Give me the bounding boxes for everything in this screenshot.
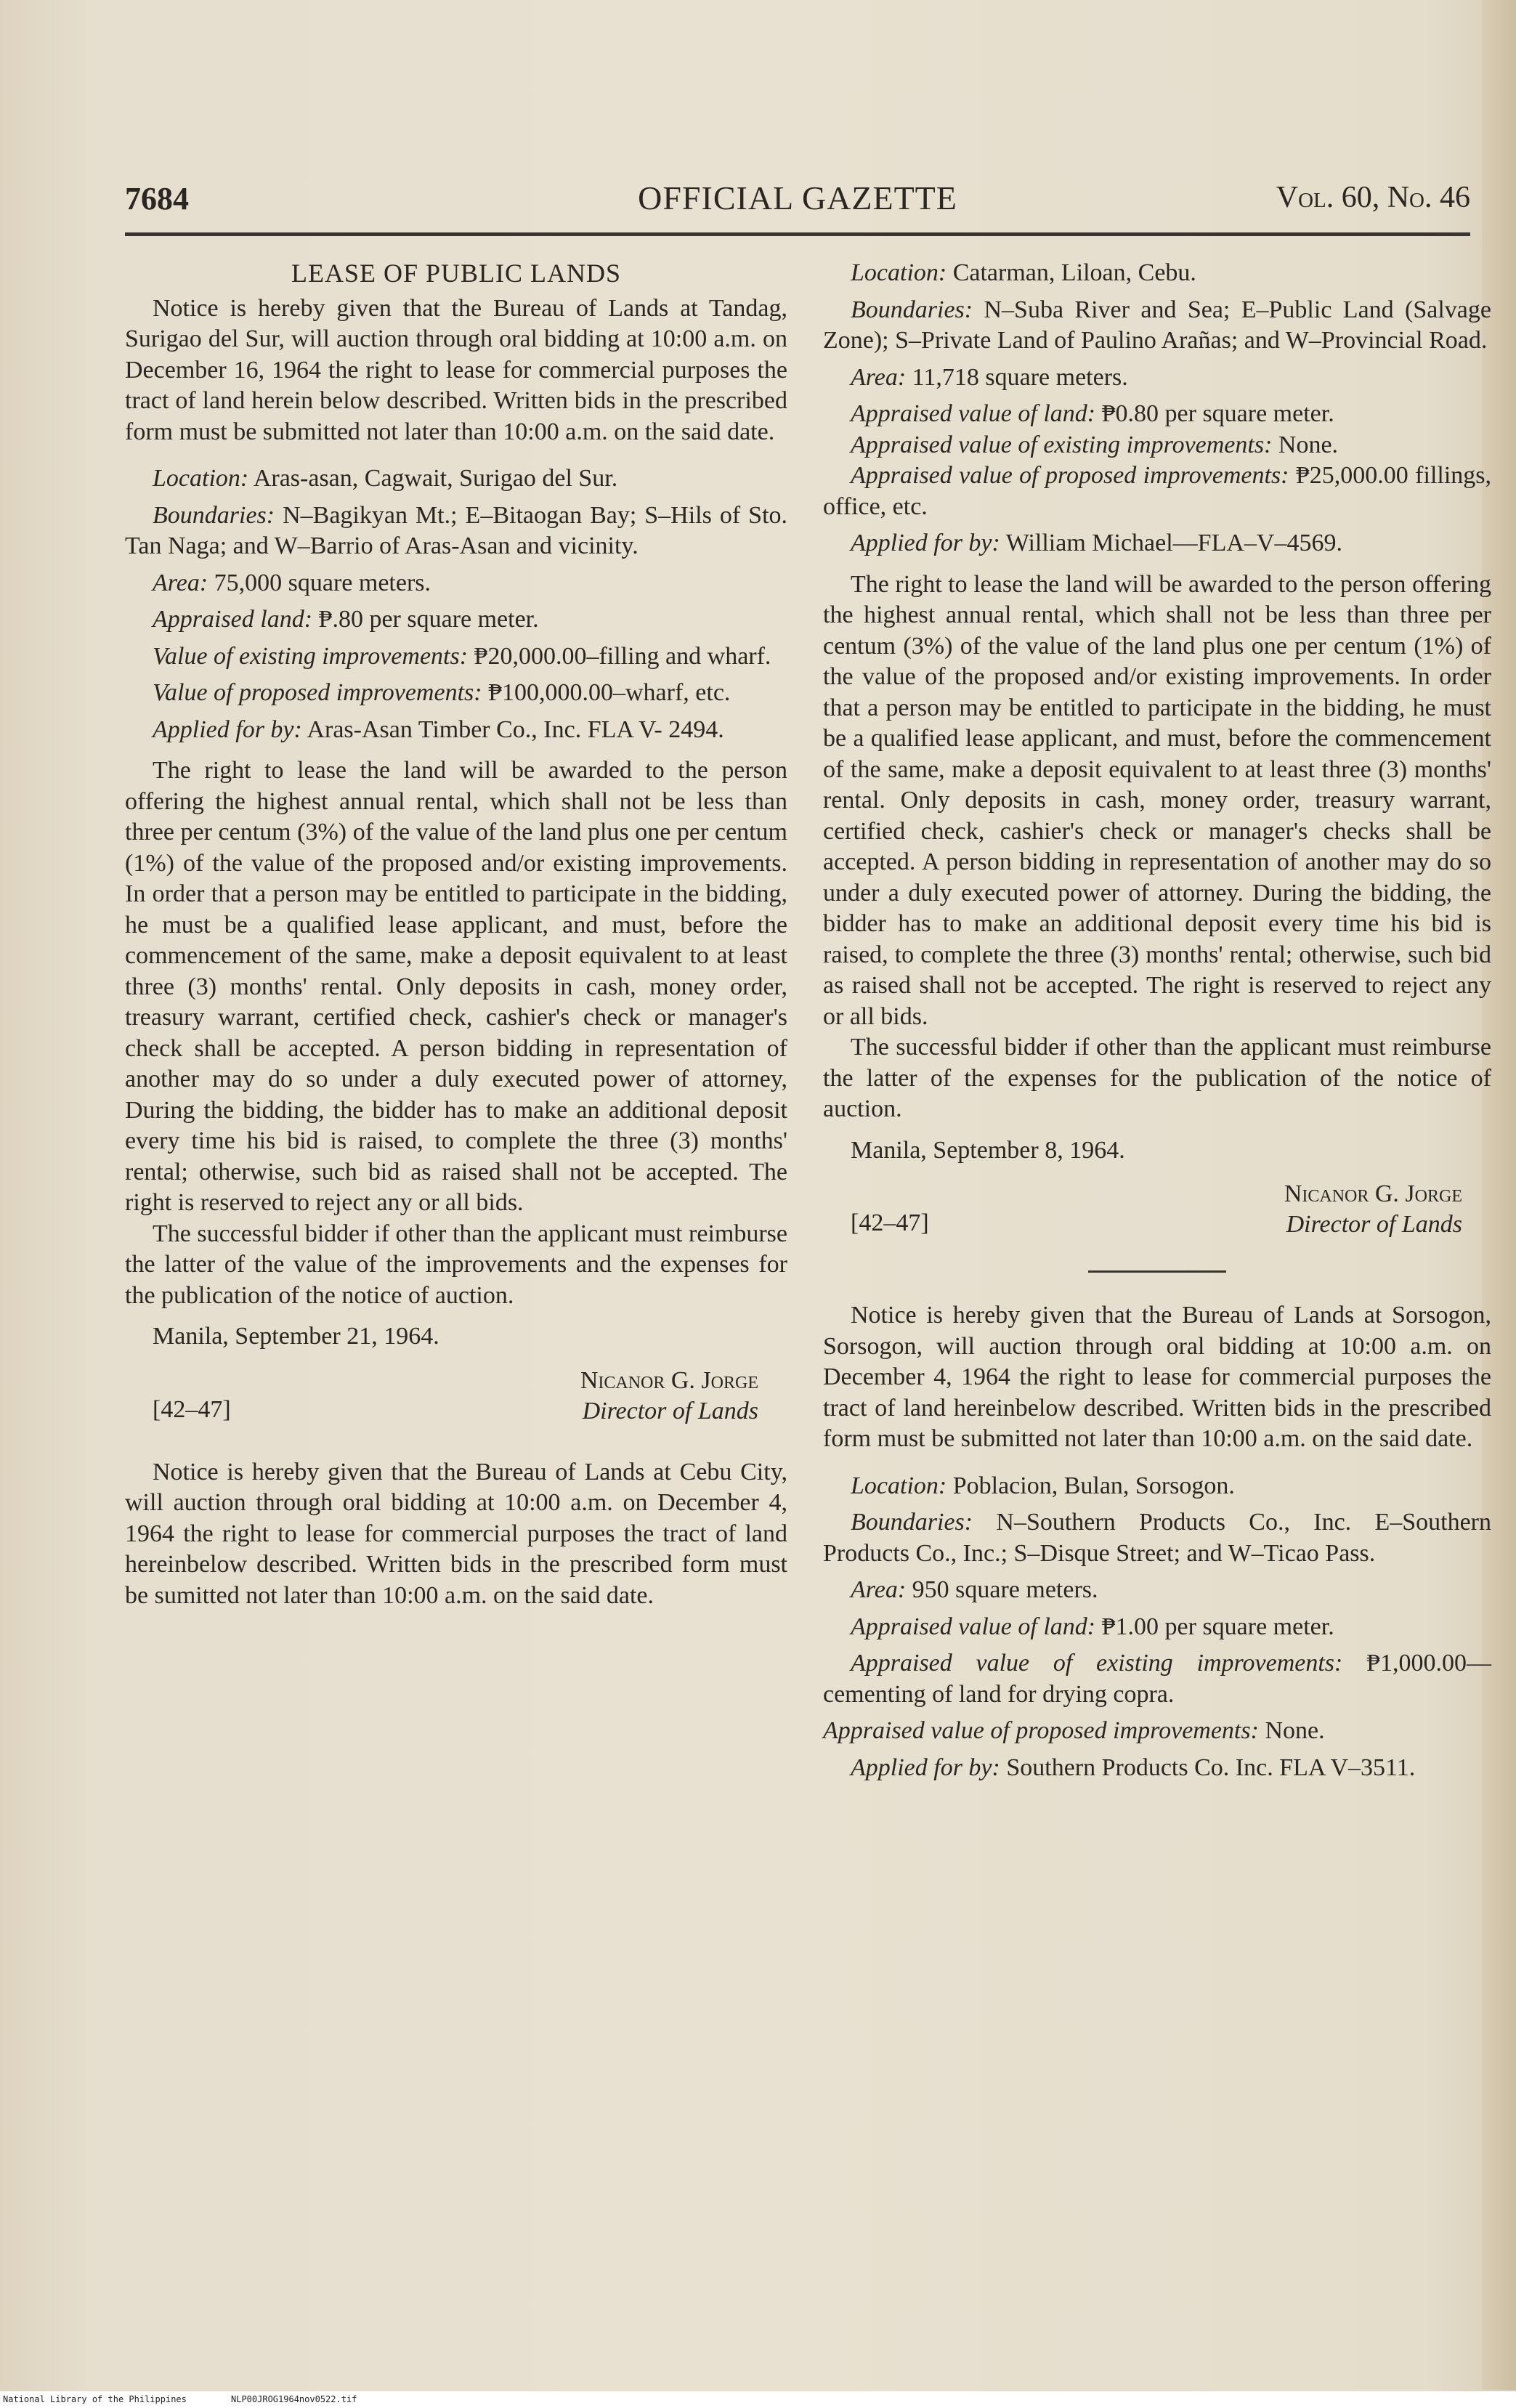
notice-sorsogon bbox=[823, 1300, 1491, 1783]
reimburse-paragraph: The successful bidder if other than the applicant must reimburse the latter of the expenses for the publication of the notice of auction. bbox=[823, 1034, 1491, 1122]
notice-separator bbox=[1088, 1270, 1226, 1273]
location-line bbox=[125, 463, 787, 495]
applied-value: Aras-Asan Timber Co., Inc. FLA V- 2494. bbox=[307, 715, 724, 743]
right-column bbox=[823, 258, 1491, 1783]
notice-intro: Notice is hereby given that the Bureau of Lands at Tandag, Surigao del Sur, will auction through oral bidding at 10:00 a.m. on December 16, 1964 the right to lease for commercial purposes the tract of land herein below described. Written bids in the prescribed form must be submitted not later than 10:00 a.m. on the said date. bbox=[125, 294, 787, 445]
appraised-label: Appraised land: bbox=[153, 606, 313, 633]
boundaries-line bbox=[823, 295, 1491, 357]
section-heading: LEASE OF PUBLIC LANDS bbox=[291, 259, 622, 288]
applied-line bbox=[823, 528, 1491, 559]
land-label: Appraised value of land: bbox=[851, 1613, 1096, 1640]
existing-improvements-line bbox=[823, 430, 1491, 461]
boundaries-line bbox=[823, 1507, 1491, 1569]
publication-title: OFFICIAL GAZETTE bbox=[638, 179, 957, 216]
signer-name: Nicanor G. Jorge bbox=[580, 1366, 758, 1394]
area-line bbox=[125, 568, 787, 599]
location-line bbox=[823, 258, 1491, 289]
notice-cebu-start bbox=[125, 1457, 787, 1612]
land-value: ₱1.00 per square meter. bbox=[1101, 1613, 1334, 1640]
existing-label: Value of existing improvements: bbox=[153, 642, 469, 670]
area-label: Area: bbox=[851, 1576, 907, 1603]
boundaries-label: Boundaries: bbox=[851, 1509, 973, 1536]
land-value-line bbox=[823, 1612, 1491, 1643]
reimburse-paragraph: The successful bidder if other than the applicant must reimburse the latter of the value of the improvements and the expenses for the publication of the notice of auction. bbox=[125, 1220, 787, 1309]
left-column bbox=[125, 258, 787, 1611]
land-label: Appraised value of land: bbox=[851, 400, 1096, 427]
boundaries-value: N–Southern Products Co., Inc. E–Southern Products Co., Inc.; S–Disque Street; and W–Ticao Pass. bbox=[823, 1509, 1492, 1567]
applied-label: Applied for by: bbox=[153, 715, 302, 743]
volume-number: Vol. 60, No. 46 bbox=[1276, 181, 1470, 214]
area-value: 75,000 square meters. bbox=[214, 569, 431, 596]
location-label: Location: bbox=[153, 465, 249, 492]
existing-value: None. bbox=[1278, 431, 1339, 458]
location-value: Aras-asan, Cagwait, Surigao del Sur. bbox=[253, 465, 618, 492]
location-label: Location: bbox=[851, 1472, 947, 1499]
page-number: 7684 bbox=[125, 181, 189, 216]
dateline: Manila, September 8, 1964. bbox=[851, 1136, 1125, 1164]
area-line bbox=[823, 1575, 1491, 1606]
applied-label: Applied for by: bbox=[851, 1754, 1000, 1781]
applied-label: Applied for by: bbox=[851, 530, 1000, 556]
signature-block bbox=[823, 1179, 1491, 1241]
header-rule bbox=[125, 232, 1470, 236]
notice-intro: Notice is hereby given that the Bureau of Lands at Sorsogon, Sorsogon, will auction through oral bidding at 10:00 a.m. on December 4, 1964 the right to lease for commercial purposes the tract of land hereinbelow described. Written bids in the prescribed form must be submitted not later than 10:00 a.m. on the said date. bbox=[823, 1302, 1491, 1452]
boundaries-value: N–Suba River and Sea; E–Public Land (Salvage Zone); S–Private Land of Paulino Arañas; and W–Provincial Road. bbox=[823, 296, 1491, 354]
existing-value: ₱20,000.00–filling and wharf. bbox=[474, 642, 771, 670]
land-value: ₱0.80 per square meter. bbox=[1101, 400, 1334, 427]
signature-block bbox=[125, 1366, 787, 1428]
applied-line bbox=[823, 1753, 1491, 1784]
terms-paragraph: The right to lease the land will be awarded to the person offering the highest annual rental, which shall not be less than three per centum (3%) of the value of the land plus one per centum (1%) of the value of the proposed and/or existing improvements. In order that a person may be entitled to participate in the bidding, he must be a qualified lease applicant, and must, before the commencement of the same, make a deposit equivalent to at least three (3) months' rental. Only deposits in cash, money order, treasury warrant, certified check, cashier's check or manager's checks shall be accepted. A person bidding in representation of another may do so under a duly executed power of attorney. During the bidding, the bidder has to make an additional deposit every time his bid is raised, to complete the three (3) months' rental; otherwise, such bid as raised shall not be accepted. The right is reserved to reject any or all bids. bbox=[823, 570, 1491, 1030]
notice-tandag bbox=[125, 293, 787, 1428]
proposed-improvements-line bbox=[125, 678, 787, 709]
issue-code: [42–47] bbox=[851, 1209, 929, 1236]
area-label: Area: bbox=[851, 363, 907, 391]
appraised-value: ₱.80 per square meter. bbox=[318, 606, 539, 633]
proposed-label: Appraised value of proposed improvements: bbox=[851, 462, 1289, 489]
location-value: Catarman, Liloan, Cebu. bbox=[952, 259, 1196, 286]
boundaries-label: Boundaries: bbox=[851, 296, 973, 323]
proposed-label: Value of proposed improvements: bbox=[153, 679, 482, 706]
page-header bbox=[125, 171, 1470, 230]
existing-value: ₱1,000.00—cementing of land for drying copra. bbox=[823, 1650, 1492, 1708]
existing-label: Appraised value of existing improvements: bbox=[851, 431, 1273, 458]
signer-name: Nicanor G. Jorge bbox=[1284, 1180, 1462, 1207]
area-line bbox=[823, 362, 1491, 394]
area-value: 950 square meters. bbox=[912, 1576, 1098, 1603]
proposed-value: ₱100,000.00–wharf, etc. bbox=[488, 679, 731, 706]
boundaries-label: Boundaries: bbox=[153, 501, 275, 529]
scan-filename: NLP00JROG1964nov0522.tif bbox=[231, 2394, 357, 2404]
proposed-improvements-line bbox=[823, 461, 1491, 522]
existing-label: Appraised value of existing improvements: bbox=[851, 1650, 1343, 1677]
applied-value: William Michael—FLA–V–4569. bbox=[1005, 530, 1342, 556]
signer-title: Director of Lands bbox=[582, 1397, 758, 1424]
existing-improvements-line bbox=[823, 1648, 1491, 1710]
library-credit: National Library of the Philippines bbox=[3, 2394, 187, 2404]
location-value: Poblacion, Bulan, Sorsogon. bbox=[952, 1472, 1235, 1499]
proposed-value: ₱25,000.00 fillings, office, etc. bbox=[823, 462, 1492, 520]
issue-code: [42–47] bbox=[153, 1395, 231, 1423]
proposed-improvements-line bbox=[823, 1716, 1491, 1747]
applied-line bbox=[125, 715, 787, 746]
boundaries-value: N–Bagikyan Mt.; E–Bitaogan Bay; S–Hils of Sto. Tan Naga; and W–Barrio of Aras-Asan and vicinity. bbox=[125, 501, 788, 559]
applied-value: Southern Products Co. Inc. FLA V–3511. bbox=[1006, 1754, 1416, 1781]
proposed-value: None. bbox=[1265, 1717, 1325, 1744]
boundaries-line bbox=[125, 500, 787, 562]
location-label: Location: bbox=[851, 259, 947, 286]
terms-paragraph: The right to lease the land will be awarded to the person offering the highest annual rental, which shall not be less than three per centum (3%) of the value of the land plus one per centum (1%) of the value of the proposed and/or existing improvements. In order that a person may be entitled to participate in the bidding, he must be a qualified lease applicant, and must, before the commencement of the same, make a deposit equivalent to at least three (3) months' rental. Only deposits in cash, money order, treasury warrant, certified check, cashier's check or manager's check shall be accepted. A person bidding in representation of another may do so under a duly executed power of attorney, During the bidding, the bidder has to make an additional deposit every time his bid is raised, to complete the three (3) months' rental; otherwise, such bid as raised shall not be accepted. The right is reserved to reject any or all bids. bbox=[125, 757, 787, 1216]
signer-title: Director of Lands bbox=[1286, 1211, 1462, 1238]
appraised-line bbox=[125, 604, 787, 636]
notice-intro: Notice is hereby given that the Bureau of Lands at Cebu City, will auction through oral bidding at 10:00 a.m. on December 4, 1964 the right to lease for commercial purposes the tract of land hereinbelow described. Written bids in the prescribed form must be sumitted not later than 10:00 a.m. on the said date. bbox=[125, 1458, 787, 1609]
location-line bbox=[823, 1471, 1491, 1502]
notice-cebu-continued bbox=[823, 258, 1491, 1241]
area-value: 11,718 square meters. bbox=[912, 363, 1128, 391]
land-value-line bbox=[823, 399, 1491, 430]
dateline: Manila, September 21, 1964. bbox=[153, 1323, 439, 1350]
existing-improvements-line bbox=[125, 641, 787, 673]
scan-footer bbox=[0, 2391, 1516, 2408]
area-label: Area: bbox=[153, 569, 208, 596]
proposed-label: Appraised value of proposed improvements: bbox=[823, 1717, 1259, 1744]
